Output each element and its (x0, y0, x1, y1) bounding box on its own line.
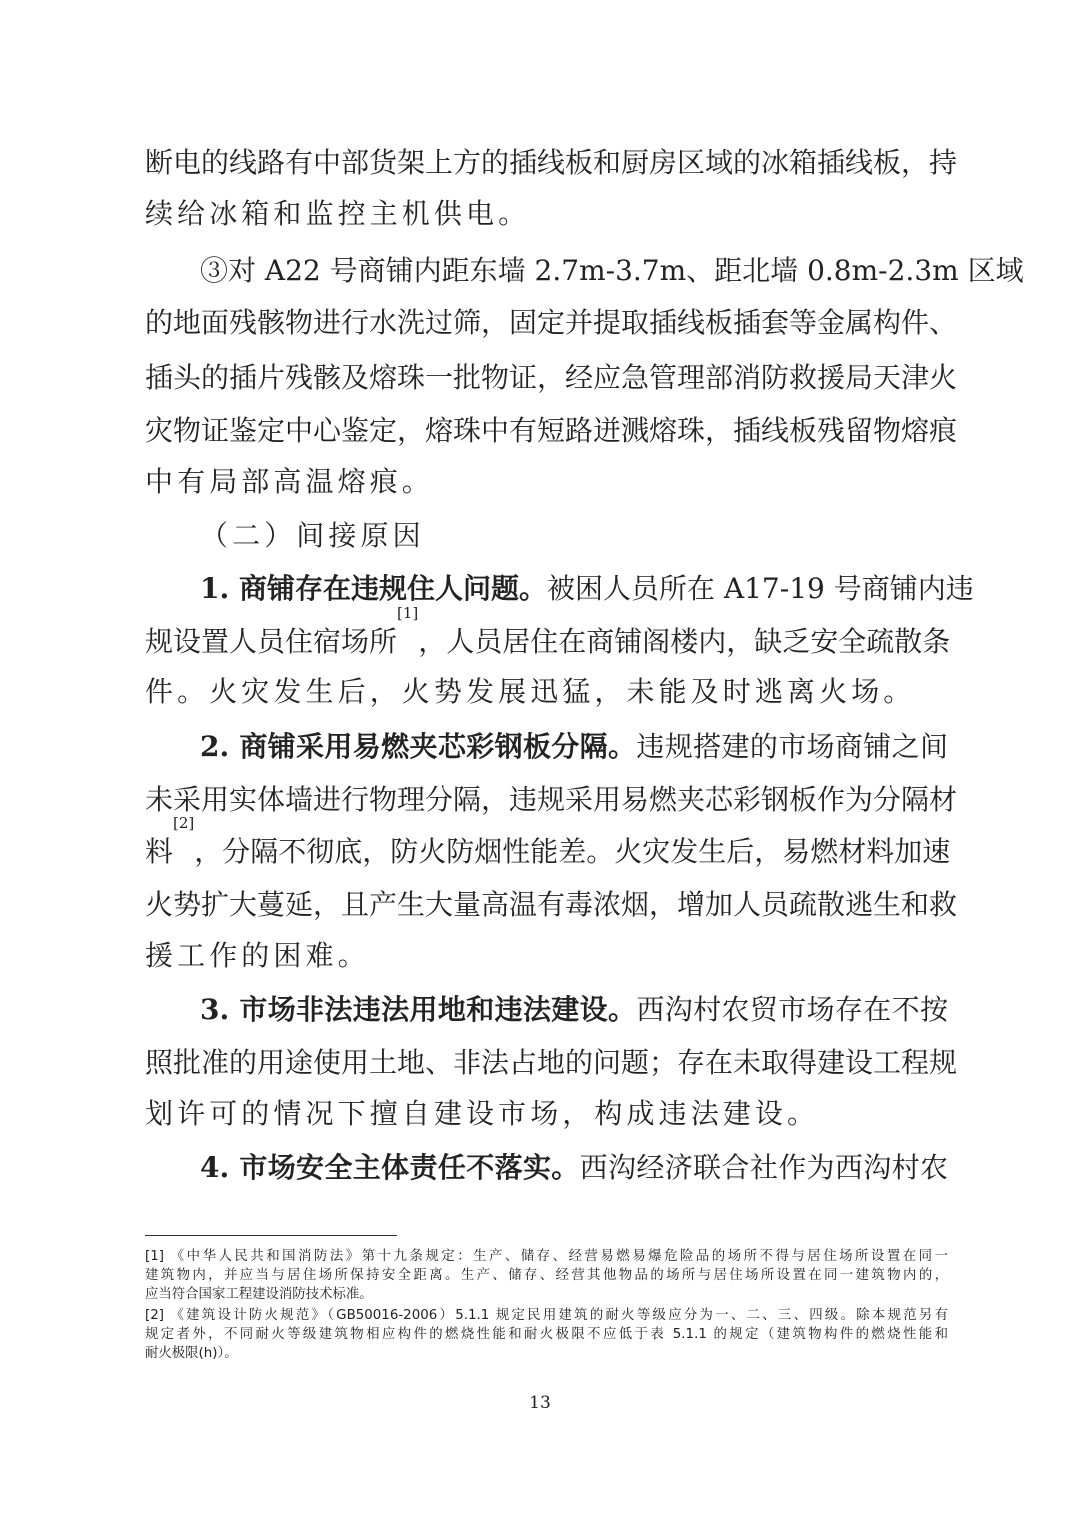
text-line: 2. 商铺采用易燃夹芯彩钢板分隔。违规搭建的市场商铺之间 (200, 730, 948, 763)
item-title: 2. 商铺采用易燃夹芯彩钢板分隔。 (200, 730, 637, 763)
footnote-line: 建筑物内，并应当与居住场所保持安全距离。生产、储存、经营其他物品的场所与居住场所设置在同一建筑物内的， (145, 1268, 948, 1283)
item-title: 1. 商铺存在违规住人问题。 (200, 572, 547, 605)
footnote-ref: [2] (173, 814, 195, 832)
page-number: 13 (529, 1393, 551, 1413)
text-line: 中有局部高温熔痕。 (145, 465, 434, 498)
footnote-line: 耐火极限(h)）。 (145, 1346, 238, 1361)
text-line: 规设置人员住宿场所[1]，人员居住在商铺阁楼内，缺乏安全疏散条 (145, 604, 951, 658)
section-heading: （二）间接原因 (200, 519, 425, 552)
text-line: 料[2]，分隔不彻底，防火防烟性能差。火灾发生后，易燃材料加速 (145, 814, 951, 868)
text-line: 4. 市场安全主体责任不落实。西沟经济联合社作为西沟村农 (200, 1151, 948, 1184)
text-line: 断电的线路有中部货架上方的插线板和厨房区域的冰箱插线板，持 (145, 146, 958, 179)
text-line: 1. 商铺存在违规住人问题。被困人员所在 A17-19 号商铺内违 (200, 572, 974, 605)
text-line: 灾物证鉴定中心鉴定，熔珠中有短路迸溅熔珠，插线板残留物熔痕 (145, 414, 958, 447)
text-line: 未采用实体墙进行物理分隔，违规采用易燃夹芯彩钢板作为分隔材 (145, 783, 958, 816)
footnote-line: 规定者外，不同耐火等级建筑物相应构件的燃烧性能和耐火极限不应低于表 5.1.1 的规定（建筑物构件的燃烧性能和 (145, 1327, 948, 1342)
footnote-line: [1] 《中华人民共和国消防法》第十九条规定：生产、储存、经营易燃易爆危险品的场所不得与居住场所设置在同一 (145, 1249, 948, 1264)
text-line: 件。火灾发生后，火势发展迅猛，未能及时逃离火场。 (145, 675, 916, 708)
item-title: 3. 市场非法违法用地和违法建设。 (200, 993, 637, 1026)
item-title: 4. 市场安全主体责任不落实。 (200, 1151, 580, 1184)
text-line: 援工作的困难。 (145, 939, 370, 972)
footnote-line: [2] 《建筑设计防火规范》（GB50016-2006）5.1.1 规定民用建筑的耐火等级应分为一、二、三、四级。除本规范另有 (145, 1308, 948, 1323)
text-line: 划许可的情况下擅自建设市场，构成违法建设。 (145, 1097, 820, 1130)
text-line: ③对 A22 号商铺内距东墙 2.7m-3.7m、距北墙 0.8m-2.3m 区域 (200, 254, 1024, 287)
text-line: 插头的插片残骸及熔珠一批物证，经应急管理部消防救援局天津火 (145, 361, 958, 394)
text-line: 续给冰箱和监控主机供电。 (145, 197, 531, 230)
text-line: 照批准的用途使用土地、非法占地的问题；存在未取得建设工程规 (145, 1046, 958, 1079)
text-line: 火势扩大蔓延，且产生大量高温有毒浓烟，增加人员疏散逃生和救 (145, 888, 958, 921)
text-line: 的地面残骸物进行水洗过筛，固定并提取插线板插套等金属构件、 (145, 306, 958, 339)
footnote-divider (145, 1235, 397, 1236)
footnote-ref: [1] (397, 604, 419, 622)
footnote-line: 应当符合国家工程建设消防技术标准。 (145, 1287, 373, 1302)
text-line: 3. 市场非法违法用地和违法建设。西沟村农贸市场存在不按 (200, 993, 948, 1026)
